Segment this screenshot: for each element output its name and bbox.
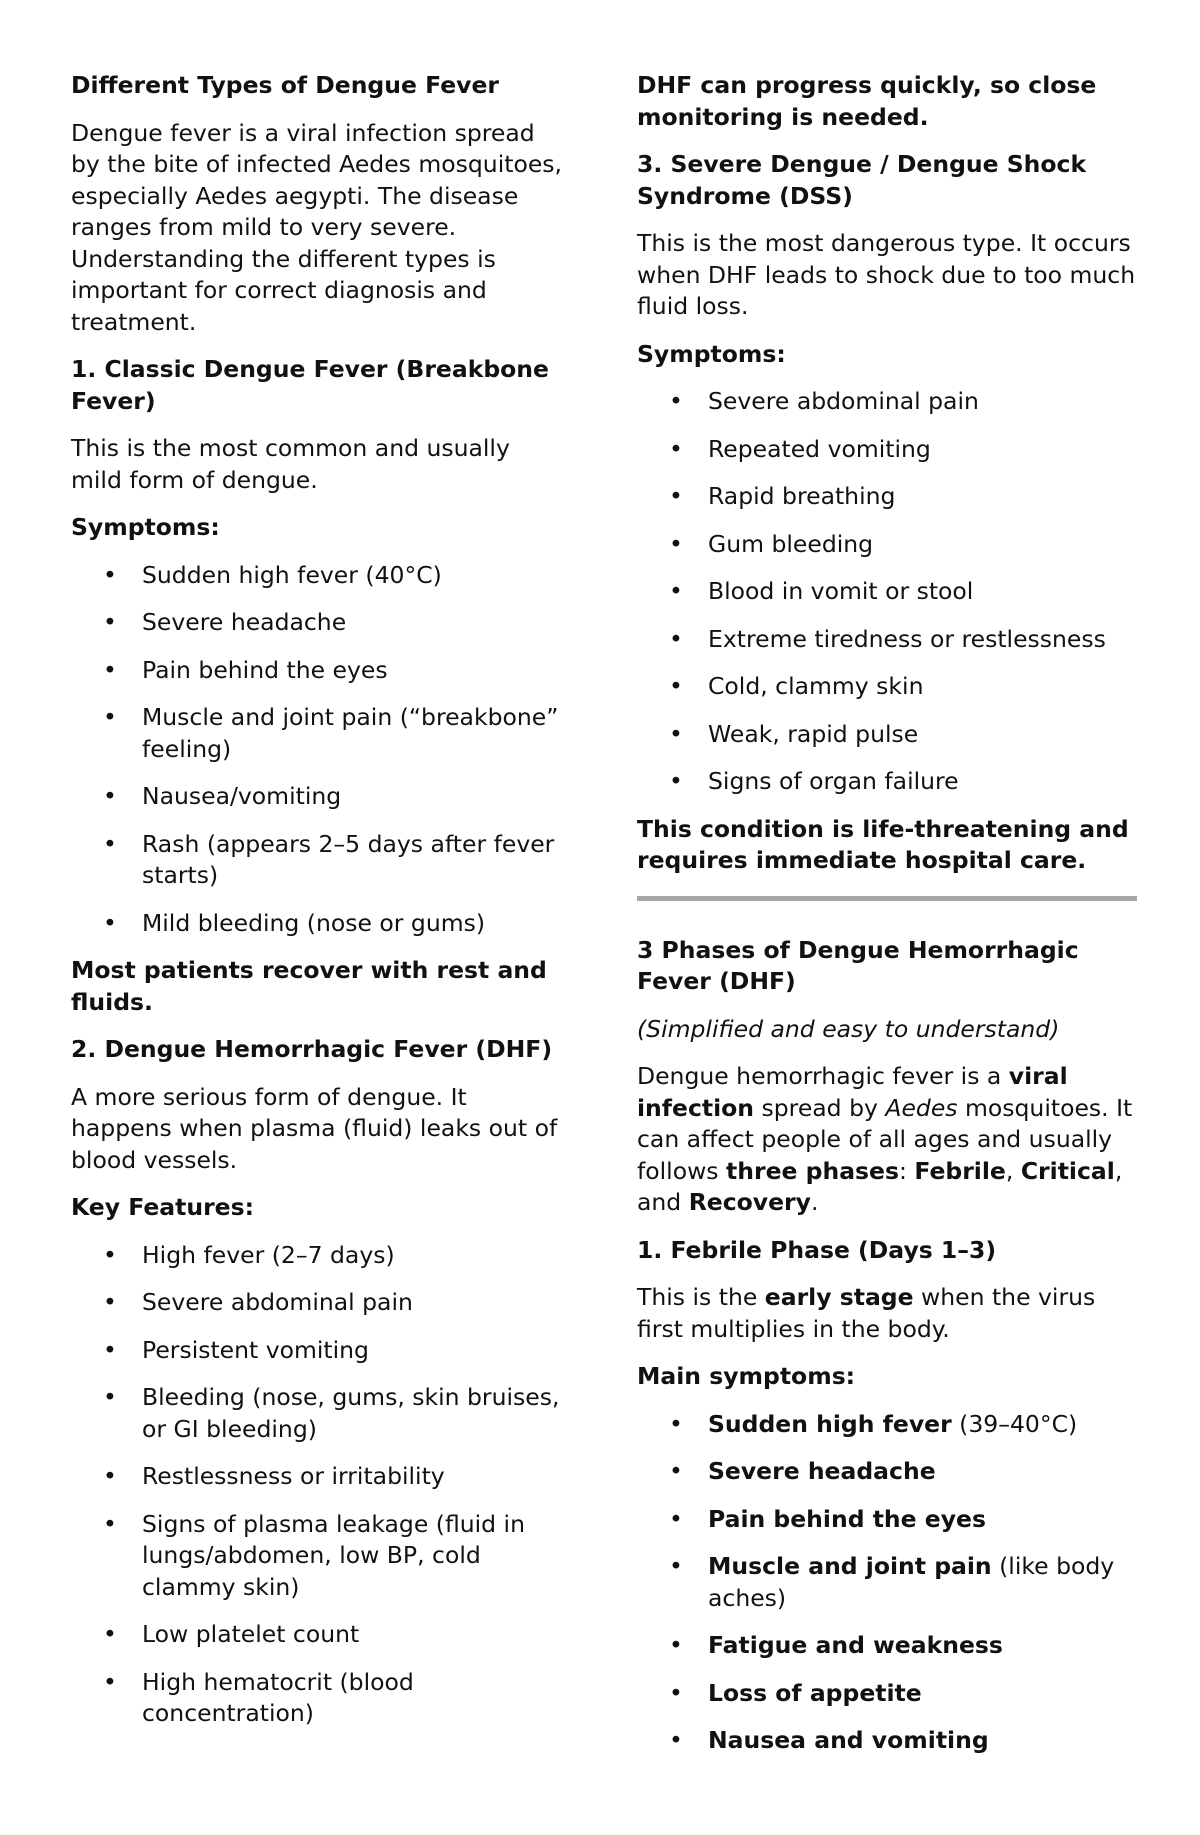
- bullet-icon: •: [103, 1335, 117, 1364]
- list-item: • Muscle and joint pain (“breakbone” feeling): [103, 703, 559, 763]
- classic-symptoms-label: Symptoms:: [71, 513, 220, 541]
- page-title: Different Types of Dengue Fever: [71, 71, 499, 99]
- dhf-heading: 2. Dengue Hemorrhagic Fever (DHF): [71, 1035, 553, 1063]
- phases-heading: 3 Phases of Dengue Hemorrhagic Fever (DHF): [637, 935, 1079, 995]
- list-item: • Loss of appetite: [637, 1678, 1137, 1710]
- bullet-icon: •: [669, 482, 683, 510]
- list-item: • Nausea/vomiting: [71, 781, 566, 813]
- febrile-phase-heading: 1. Febrile Phase (Days 1–3): [637, 1235, 997, 1264]
- list-item: • Weak, rapid pulse: [637, 719, 1137, 751]
- bullet-icon: •: [103, 1509, 117, 1538]
- list-item: • Low platelet count: [71, 1619, 566, 1651]
- bullet-icon: •: [103, 703, 117, 731]
- dss-warning-note: This condition is life-threatening and requires immediate hospital care.: [637, 814, 1129, 874]
- list-item: • Severe headache: [71, 607, 566, 639]
- dss-description: This is the most dangerous type. It occurs when DHF leads to shock due to too much fluid loss.: [637, 229, 1136, 320]
- bullet-icon: •: [669, 1631, 683, 1659]
- bullet-icon: •: [103, 1240, 117, 1269]
- list-item: • Gum bleeding: [637, 529, 1137, 561]
- bullet-icon: •: [103, 608, 117, 636]
- bullet-icon: •: [103, 782, 117, 810]
- febrile-symptoms-list: [637, 1409, 1137, 1757]
- list-item: • Mild bleeding (nose or gums): [71, 908, 566, 940]
- dss-heading: 3. Severe Dengue / Dengue Shock Syndrome (DSS): [637, 150, 1087, 210]
- bullet-icon: •: [669, 624, 683, 653]
- divider-spacing: [637, 901, 1137, 935]
- list-item: • Fatigue and weakness: [637, 1630, 1137, 1662]
- intro-paragraph: Dengue fever is a viral infection spread by the bite of infected Aedes mosquitoes, especially Aedes aegypti. The disease ranges from mild to very severe. Understanding the different types is important for correct diagnosis and treatment.: [71, 118, 562, 336]
- list-item: • Bleeding (nose, gums, skin bruises, or GI bleeding): [103, 1383, 560, 1443]
- list-item: • High fever (2–7 days): [71, 1240, 566, 1272]
- bullet-icon: •: [669, 1409, 683, 1438]
- list-item: • Nausea and vomiting: [637, 1725, 1137, 1757]
- bullet-icon: •: [669, 1504, 683, 1533]
- list-item: • Sudden high fever (40°C): [71, 560, 566, 592]
- list-item: • Signs of plasma leakage (fluid in lungs/abdomen, low BP, cold clammy skin): [103, 1509, 525, 1601]
- bullet-icon: •: [669, 719, 683, 748]
- bullet-icon: •: [103, 1620, 117, 1648]
- bullet-icon: •: [103, 1462, 117, 1490]
- classic-recovery-note: Most patients recover with rest and fluids.: [71, 956, 547, 1016]
- classic-dengue-heading: 1. Classic Dengue Fever (Breakbone Fever): [71, 355, 549, 415]
- febrile-symptoms-label: Main symptoms:: [637, 1362, 856, 1390]
- phases-intro: Dengue hemorrhagic fever is a viral infection spread by Aedes mosquitoes. It can affect people of all ages and usually follows three phases: Febrile, Critical, and Recovery.: [637, 1062, 1133, 1216]
- list-item: • Severe abdominal pain: [637, 386, 1137, 418]
- bullet-icon: •: [669, 1552, 683, 1580]
- right-column: [637, 70, 1137, 1773]
- list-item: • Extreme tiredness or restlessness: [637, 624, 1137, 656]
- bullet-icon: •: [669, 577, 683, 605]
- bullet-icon: •: [103, 1667, 117, 1696]
- bullet-icon: •: [669, 1726, 683, 1754]
- bullet-icon: •: [103, 908, 117, 937]
- list-item: • Signs of organ failure: [637, 766, 1137, 798]
- list-item: • Severe headache: [637, 1456, 1137, 1488]
- list-item: • Restlessness or irritability: [71, 1461, 566, 1493]
- dhf-monitoring-note: DHF can progress quickly, so close monitoring is needed.: [637, 71, 1097, 131]
- list-item: • Severe abdominal pain: [71, 1287, 566, 1319]
- list-item: • Cold, clammy skin: [637, 671, 1137, 703]
- bullet-icon: •: [103, 655, 117, 684]
- list-item: • Persistent vomiting: [71, 1335, 566, 1367]
- list-item: • Pain behind the eyes: [637, 1504, 1137, 1536]
- list-item: • Sudden high fever (39–40°C): [637, 1409, 1137, 1441]
- bullet-icon: •: [669, 1457, 683, 1485]
- bullet-icon: •: [103, 1288, 117, 1316]
- dss-symptoms-label: Symptoms:: [637, 339, 786, 368]
- bullet-icon: •: [103, 560, 117, 589]
- bullet-icon: •: [669, 434, 683, 463]
- bullet-icon: •: [669, 1678, 683, 1707]
- phases-subtitle: (Simplified and easy to understand): [637, 1014, 1060, 1043]
- bullet-icon: •: [103, 829, 117, 858]
- bullet-icon: •: [669, 672, 683, 700]
- list-item: • High hematocrit (blood concentration): [103, 1667, 414, 1727]
- list-item: • Muscle and joint pain (like body aches): [669, 1552, 1115, 1612]
- bullet-icon: •: [669, 529, 683, 558]
- classic-symptoms-list: [71, 560, 566, 940]
- dhf-description: A more serious form of dengue. It happens when plasma (fluid) leaks out of blood vessels.: [71, 1082, 558, 1174]
- list-item: • Rash (appears 2–5 days after fever starts): [103, 829, 555, 889]
- febrile-phase-description: This is the early stage when the virus first multiplies in the body.: [637, 1283, 1096, 1343]
- dhf-features-list: [71, 1240, 566, 1730]
- dss-symptoms-list: [637, 386, 1137, 798]
- list-item: • Repeated vomiting: [637, 434, 1137, 466]
- left-column: [71, 70, 566, 1746]
- dhf-features-label: Key Features:: [71, 1193, 255, 1221]
- bullet-icon: •: [103, 1383, 117, 1411]
- classic-dengue-description: This is the most common and usually mild form of dengue.: [71, 434, 510, 494]
- list-item: • Rapid breathing: [637, 481, 1137, 513]
- bullet-icon: •: [669, 767, 683, 795]
- bullet-icon: •: [669, 387, 683, 415]
- list-item: • Pain behind the eyes: [71, 655, 566, 687]
- list-item: • Blood in vomit or stool: [637, 576, 1137, 608]
